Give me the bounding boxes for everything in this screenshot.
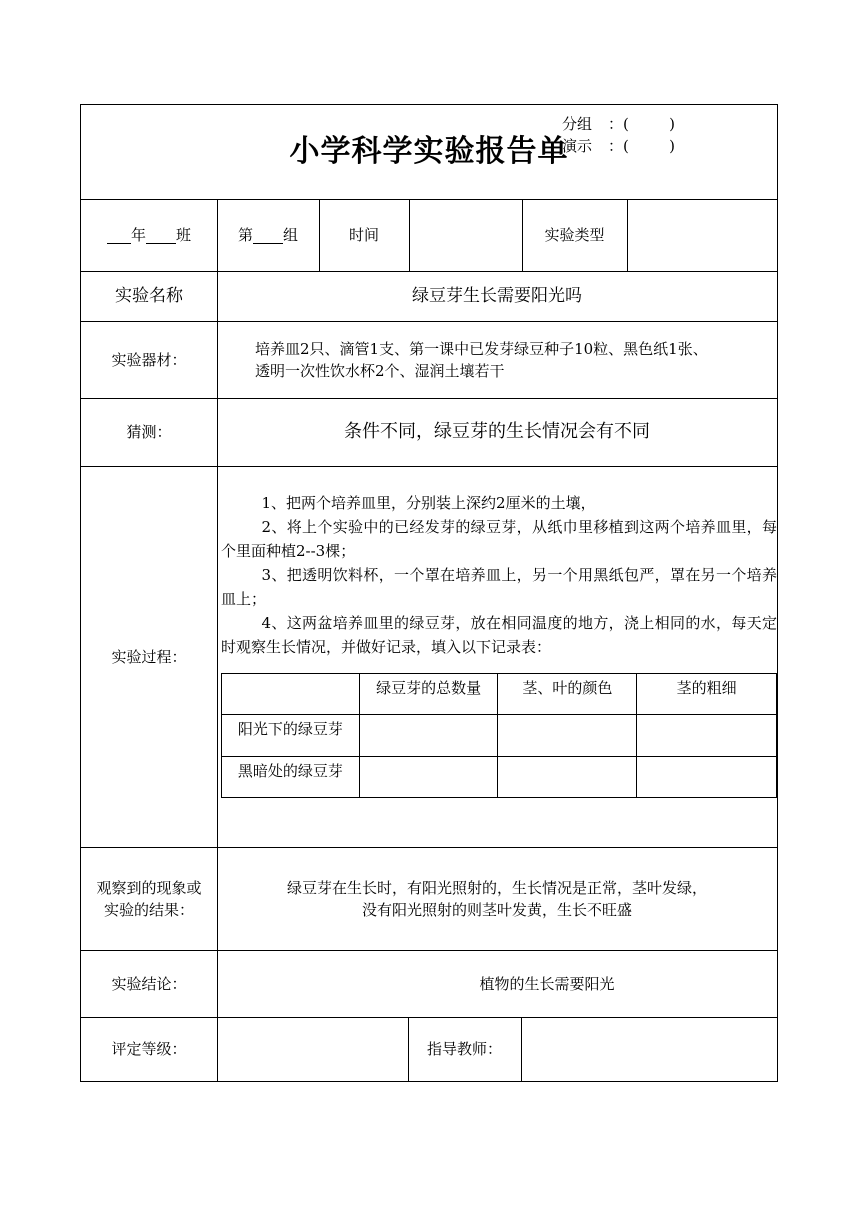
materials-value [217,321,777,398]
header-cell [222,674,360,715]
process-label: 实验过程： [111,647,187,666]
type-option-label: 分组 [562,115,593,133]
hypothesis-value: 条件不同，绿豆芽的生长情况会有不同 [344,421,650,442]
page-title: 小学科学实验报告单 [289,134,569,169]
group-field[interactable] [217,199,319,271]
observation-line: 绿豆芽在生长时，有阳光照射的，生长情况是正常，茎叶发绿， [286,878,707,897]
experiment-type-label: 实验类型 [544,226,605,244]
materials-label: 实验器材： [111,350,187,369]
table-row [222,715,777,756]
record-cell[interactable] [359,715,498,756]
type-option-colon: ： [608,137,624,155]
observation-label [81,847,217,950]
experiment-name-value: 绿豆芽生长需要阳光吗 [412,286,582,306]
group-suffix: 组 [283,226,299,244]
record-cell[interactable] [359,756,498,797]
grade-blank[interactable] [107,227,131,244]
record-cell[interactable] [637,715,777,756]
report-form [80,104,778,1082]
row-label: 阳光下的绿豆芽 [222,715,360,756]
observation-label-line: 观察到的现象或 [96,878,202,897]
teacher-field[interactable] [521,1017,777,1081]
class-blank[interactable] [146,227,176,244]
conclusion-value: 植物的生长需要阳光 [479,974,615,993]
record-cell[interactable] [498,715,637,756]
hypothesis-label: 猜测： [126,423,172,441]
grade-field[interactable] [217,1017,408,1081]
process-step: 3、把透明饮料杯，一个罩在培养皿上，另一个用黑纸包严，罩在另一个培养皿上； [221,566,777,608]
type-option-label: 演示 [562,137,593,155]
grade-suffix: 年 [130,226,146,244]
observation-line: 没有阳光照射的则茎叶发黄，生长不旺盛 [361,900,632,919]
grade-class-field[interactable] [81,199,217,271]
class-suffix: 班 [176,226,192,244]
open-paren: ( [623,115,629,133]
experiment-type-options [562,113,675,157]
header-cell: 茎的粗细 [637,674,777,715]
process-steps [221,491,777,659]
table-row [222,756,777,797]
header-cell: 绿豆芽的总数量 [359,674,498,715]
teacher-label: 指导教师： [426,1040,502,1058]
open-paren: ( [623,137,629,155]
type-option-colon: ： [608,115,624,133]
type-option-group[interactable] [562,113,675,135]
process-step: 2、将上个实验中的已经发芽的绿豆芽，从纸巾里移植到这两个培养皿里，每个里面种植2--3棵； [221,518,777,560]
experiment-name-label: 实验名称 [115,286,183,306]
time-field[interactable] [409,199,522,271]
record-cell[interactable] [637,756,777,797]
type-option-checkbox[interactable] [623,135,675,157]
group-blank[interactable] [253,227,283,244]
close-paren: ) [669,137,676,155]
record-table [221,673,777,798]
process-step: 4、这两盆培养皿里的绿豆芽，放在相同温度的地方，浇上相同的水，每天定时观察生长情况，并做好记录，填入以下记录表： [221,614,777,656]
observation-label-line: 实验的结果： [103,900,194,919]
observation-value [217,847,777,950]
grade-label: 评定等级： [111,1040,187,1058]
type-option-demo[interactable] [562,135,675,157]
record-cell[interactable] [498,756,637,797]
type-option-checkbox[interactable] [623,113,675,135]
header-cell: 茎、叶的颜色 [498,674,637,715]
conclusion-label: 实验结论： [111,974,187,993]
time-label: 时间 [348,226,379,244]
process-step: 1、把两个培养皿里，分别装上深约2厘米的土壤， [261,494,596,512]
row-label: 黑暗处的绿豆芽 [222,756,360,797]
materials-line: 透明一次性饮水杯2个、湿润土壤若干 [255,361,505,380]
record-table-header [222,674,777,715]
close-paren: ) [669,115,676,133]
column-divider [627,199,628,271]
group-prefix: 第 [237,226,253,244]
materials-line: 培养皿2只、滴管1支、第一课中已发芽绿豆种子10粒、黑色纸1张、 [255,339,708,358]
